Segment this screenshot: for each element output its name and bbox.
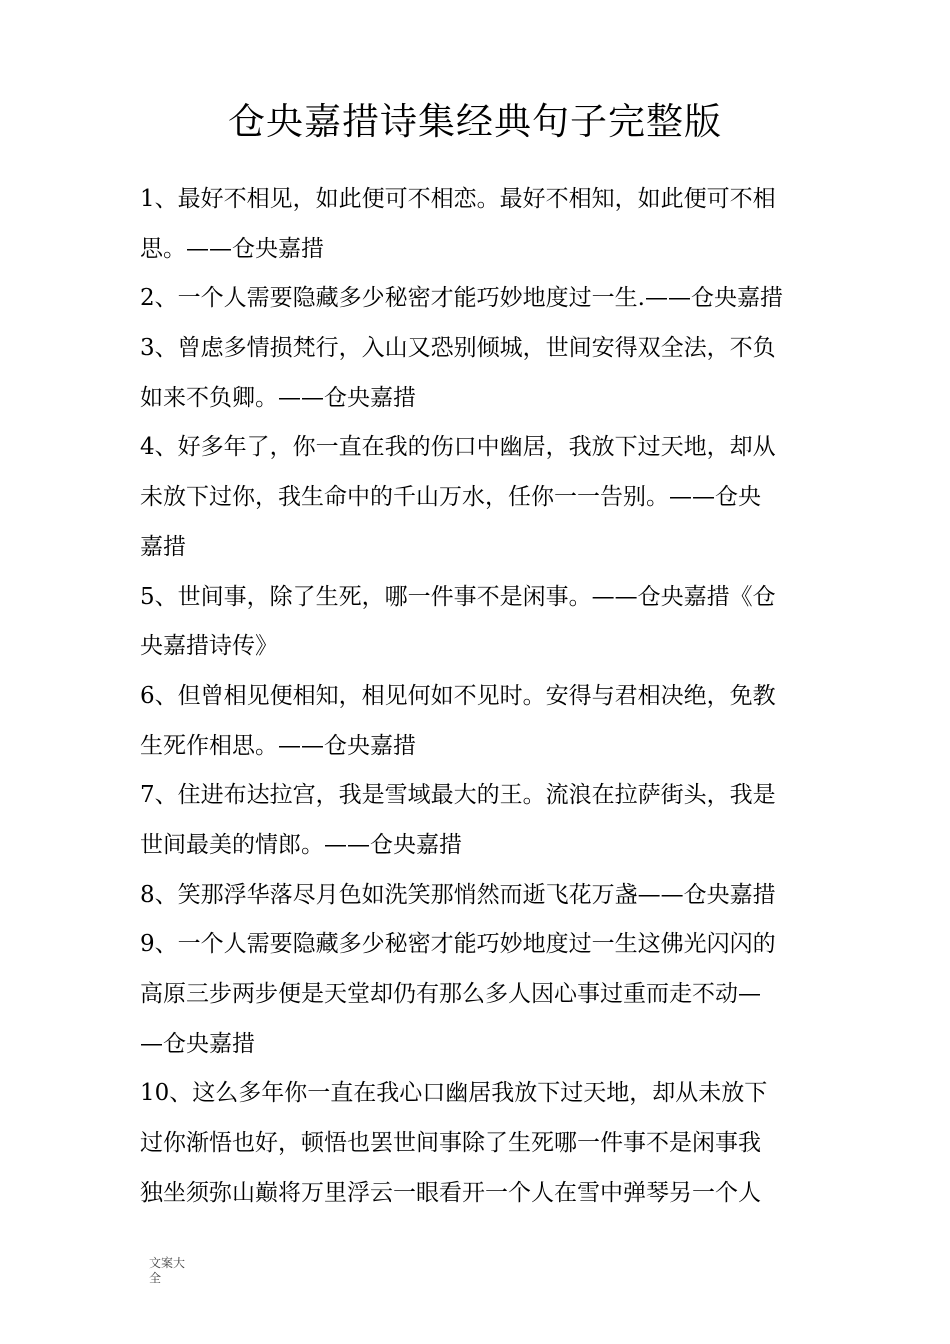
text-line: 嘉措: [140, 533, 186, 560]
text-line: 2、一个人需要隐藏多少秘密才能巧妙地度过一生.——仓央嘉措: [140, 285, 783, 312]
document-body: [140, 175, 820, 1218]
text-line: 4、好多年了，你一直在我的伤口中幽居，我放下过天地，却从: [140, 434, 776, 461]
text-line: 6、但曾相见便相知，相见何如不见时。安得与君相决绝，免教: [140, 682, 776, 709]
text-line: —仓央嘉措: [140, 1030, 255, 1057]
text-line: 过你渐悟也好，顿悟也罢世间事除了生死哪一件事不是闲事我: [140, 1130, 761, 1157]
document-title: 仓央嘉措诗集经典句子完整版: [228, 100, 722, 143]
text-line: 9、一个人需要隐藏多少秘密才能巧妙地度过一生这佛光闪闪的: [140, 931, 776, 958]
text-line: 独坐须弥山巅将万里浮云一眼看开一个人在雪中弹琴另一个人: [140, 1179, 761, 1206]
page-footer: [149, 1256, 197, 1286]
footer-text-line2: 全: [149, 1271, 162, 1285]
text-line: 1、最好不相见，如此便可不相恋。最好不相知，如此便可不相: [140, 186, 776, 212]
text-line: 7、住进布达拉宫，我是雪域最大的王。流浪在拉萨街头，我是: [140, 782, 776, 809]
text-line: 未放下过你，我生命中的千山万水，任你一一告别。——仓央: [140, 484, 761, 511]
text-line: 生死作相思。——仓央嘉措: [140, 732, 416, 759]
text-line: 10、这么多年你一直在我心口幽居我放下过天地，却从未放下: [140, 1080, 768, 1107]
text-line: 3、曾虑多情损梵行，入山又恐别倾城，世间安得双全法，不负: [140, 335, 776, 362]
text-line: 央嘉措诗传》: [140, 633, 278, 660]
text-line: 思。——仓央嘉措: [140, 235, 324, 262]
text-line: 5、世间事，除了生死，哪一件事不是闲事。——仓央嘉措《仓: [140, 583, 776, 610]
text-line: 世间最美的情郎。——仓央嘉措: [140, 831, 462, 858]
footer-text-line1: 文案大: [149, 1256, 186, 1270]
text-line: 8、笑那浮华落尽月色如洗笑那悄然而逝飞花万盏——仓央嘉措: [140, 881, 776, 908]
text-line: 如来不负卿。——仓央嘉措: [140, 384, 416, 411]
text-line: 高原三步两步便是天堂却仍有那么多人因心事过重而走不动—: [140, 981, 761, 1007]
